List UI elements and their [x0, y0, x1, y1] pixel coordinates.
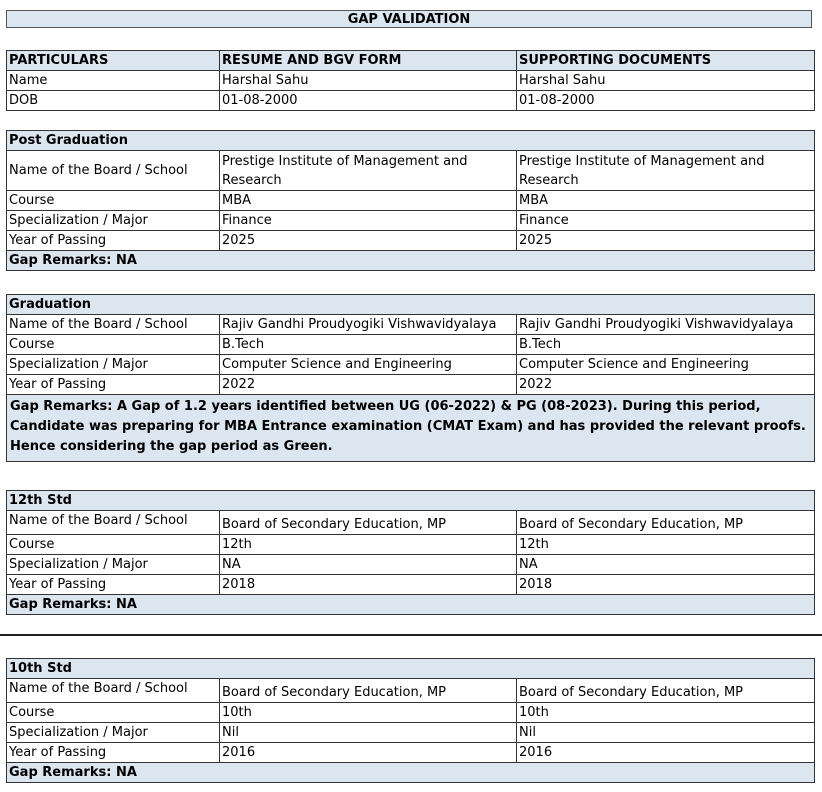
particulars-table [6, 50, 815, 111]
header-row [7, 51, 815, 71]
document-value: 10th [517, 703, 815, 723]
graduation-table [6, 294, 815, 462]
table-row [7, 191, 815, 211]
document-value: Board of Secondary Education, MP [517, 679, 815, 703]
document-value: MBA [517, 191, 815, 211]
resume-value: Rajiv Gandhi Proudyogiki Vishwavidyalaya [220, 315, 517, 335]
document-value: Prestige Institute of Management and Research [517, 151, 815, 191]
table-row [7, 679, 815, 703]
table-row [7, 703, 815, 723]
row-label: Year of Passing [7, 231, 220, 251]
row-label: Year of Passing [7, 375, 220, 395]
table-row [7, 723, 815, 743]
resume-value: B.Tech [220, 335, 517, 355]
row-label: Name of the Board / School [7, 511, 220, 535]
resume-value: Board of Secondary Education, MP [220, 679, 517, 703]
gap-remarks: Gap Remarks: A Gap of 1.2 years identified between UG (06-2022) & PG (08-2023). During this period, Candidate was preparing for MBA Entrance examination (CMAT Exam) and has provided the relevant proofs. Hence considering the gap period as Green. [7, 395, 815, 462]
section-header [7, 659, 815, 679]
row-label: Specialization / Major [7, 555, 220, 575]
row-label: Specialization / Major [7, 355, 220, 375]
resume-value: 12th [220, 535, 517, 555]
resume-value: Nil [220, 723, 517, 743]
document-value: 12th [517, 535, 815, 555]
row-label: Name of the Board / School [7, 151, 220, 191]
resume-value: Board of Secondary Education, MP [220, 511, 517, 535]
section-header [7, 131, 815, 151]
page-divider [0, 634, 822, 636]
table-row [7, 335, 815, 355]
section-header [7, 491, 815, 511]
row-label: Course [7, 335, 220, 355]
section-title: 12th Std [7, 491, 815, 511]
document-value: Rajiv Gandhi Proudyogiki Vishwavidyalaya [517, 315, 815, 335]
table-row [7, 743, 815, 763]
document-value: Computer Science and Engineering [517, 355, 815, 375]
table-row [7, 575, 815, 595]
table-row [7, 71, 815, 91]
document-value: Board of Secondary Education, MP [517, 511, 815, 535]
section-header [7, 295, 815, 315]
section-title: 10th Std [7, 659, 815, 679]
resume-value: Harshal Sahu [220, 71, 517, 91]
section-title: Graduation [7, 295, 815, 315]
resume-value: 2018 [220, 575, 517, 595]
row-label: Name [7, 71, 220, 91]
resume-value: 2025 [220, 231, 517, 251]
resume-value: Prestige Institute of Management and Research [220, 151, 517, 191]
document-value: B.Tech [517, 335, 815, 355]
document-value: 2022 [517, 375, 815, 395]
table-row [7, 511, 815, 535]
twelfth-std-table [6, 490, 815, 615]
row-label: Course [7, 703, 220, 723]
table-row [7, 231, 815, 251]
table-row [7, 315, 815, 335]
document-value: 2018 [517, 575, 815, 595]
resume-value: NA [220, 555, 517, 575]
row-label: Name of the Board / School [7, 315, 220, 335]
table-row [7, 151, 815, 191]
page-title: GAP VALIDATION [6, 10, 812, 28]
gap-remarks: Gap Remarks: NA [7, 251, 815, 271]
gap-remarks-row [7, 395, 815, 462]
document-value: NA [517, 555, 815, 575]
section-title: Post Graduation [7, 131, 815, 151]
gap-remarks: Gap Remarks: NA [7, 763, 815, 783]
row-label: Course [7, 191, 220, 211]
table-row [7, 555, 815, 575]
gap-remarks: Gap Remarks: NA [7, 595, 815, 615]
document-value: Harshal Sahu [517, 71, 815, 91]
header-resume: RESUME AND BGV FORM [220, 51, 517, 71]
header-documents: SUPPORTING DOCUMENTS [517, 51, 815, 71]
resume-value: MBA [220, 191, 517, 211]
document-value: Finance [517, 211, 815, 231]
row-label: Course [7, 535, 220, 555]
row-label: Specialization / Major [7, 211, 220, 231]
table-row [7, 355, 815, 375]
resume-value: Computer Science and Engineering [220, 355, 517, 375]
resume-value: Finance [220, 211, 517, 231]
post-graduation-table [6, 130, 815, 271]
document-value: 2016 [517, 743, 815, 763]
document-value: Nil [517, 723, 815, 743]
header-particulars: PARTICULARS [7, 51, 220, 71]
row-label: Year of Passing [7, 575, 220, 595]
row-label: Year of Passing [7, 743, 220, 763]
gap-remarks-row [7, 251, 815, 271]
resume-value: 2022 [220, 375, 517, 395]
gap-remarks-row [7, 763, 815, 783]
gap-remarks-row [7, 595, 815, 615]
resume-value: 10th [220, 703, 517, 723]
resume-value: 2016 [220, 743, 517, 763]
document-value: 2025 [517, 231, 815, 251]
tenth-std-table [6, 658, 815, 783]
document-value: 01-08-2000 [517, 91, 815, 111]
table-row [7, 535, 815, 555]
row-label: DOB [7, 91, 220, 111]
table-row [7, 375, 815, 395]
table-row [7, 211, 815, 231]
row-label: Specialization / Major [7, 723, 220, 743]
row-label: Name of the Board / School [7, 679, 220, 703]
resume-value: 01-08-2000 [220, 91, 517, 111]
table-row [7, 91, 815, 111]
